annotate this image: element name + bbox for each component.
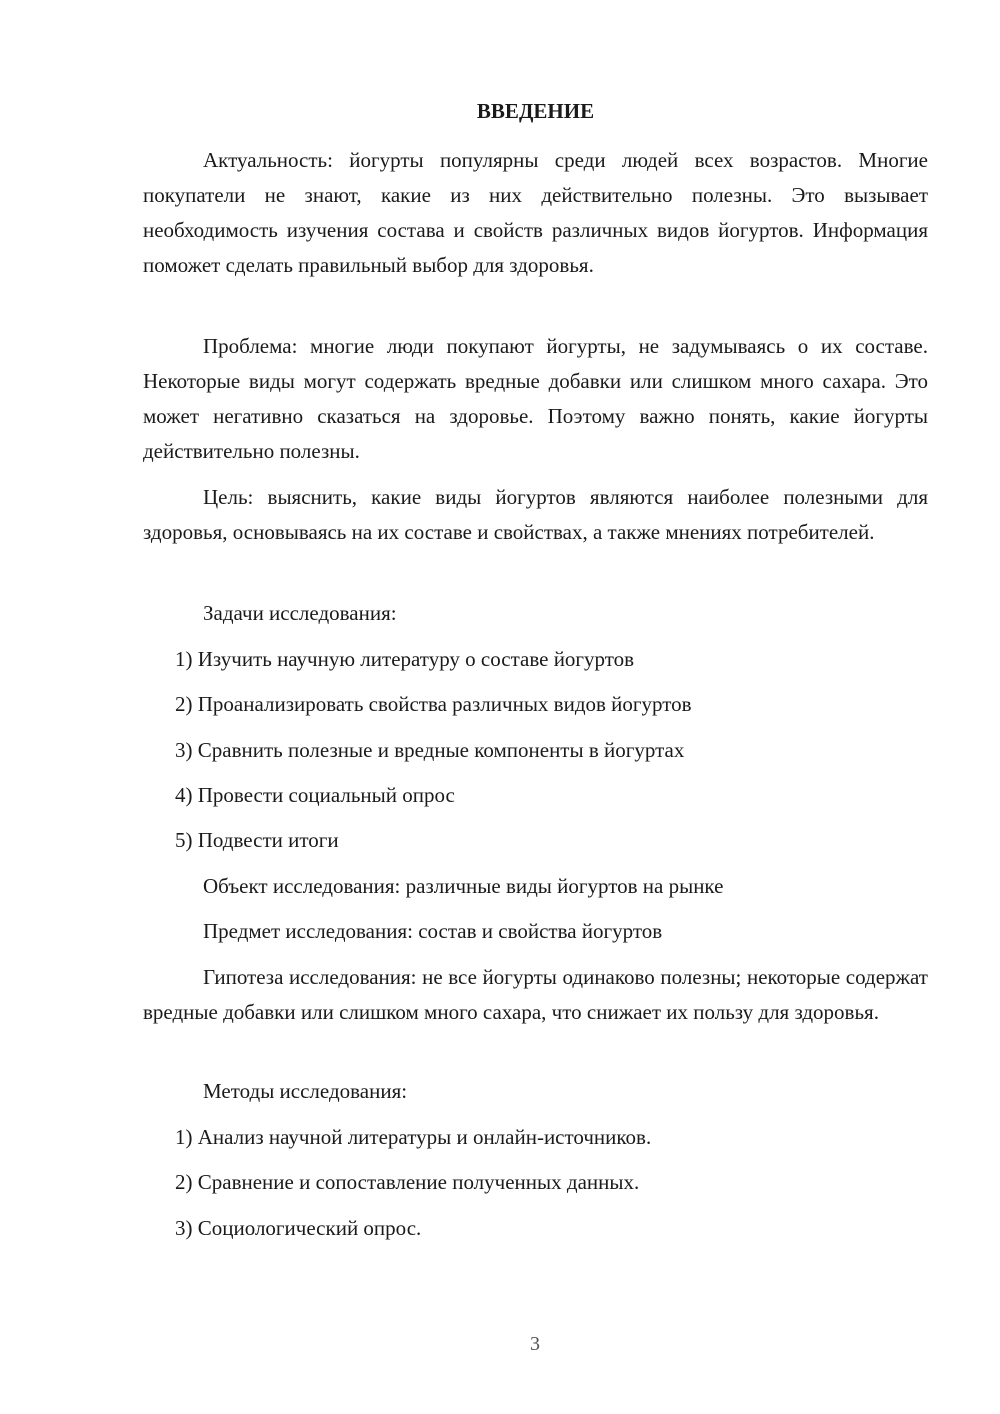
page-title: ВВЕДЕНИЕ xyxy=(476,99,595,123)
goal-paragraph: Цель: выяснить, какие виды йогуртов являются наиболее полезными для здоровья, основываясь на их составе и свойствах, а также мнениях потребителей. xyxy=(143,485,928,544)
tasks-heading: Задачи исследования: xyxy=(203,601,397,625)
task-item: 1) Изучить научную литературу о составе йогуртов xyxy=(175,647,635,671)
method-item: 3) Социологический опрос. xyxy=(175,1216,422,1240)
page-number: 3 xyxy=(530,1333,540,1355)
methods-heading: Методы исследования: xyxy=(203,1079,408,1103)
subject-line: Предмет исследования: состав и свойства йогуртов xyxy=(203,919,663,943)
hypothesis-paragraph: Гипотеза исследования: не все йогурты одинаково полезны; некоторые содержат вредные добавки или слишком много сахара, что снижает их пользу для здоровья. xyxy=(143,965,928,1024)
task-item: 2) Проанализировать свойства различных видов йогуртов xyxy=(175,692,692,716)
method-item: 2) Сравнение и сопоставление полученных данных. xyxy=(175,1170,640,1194)
task-item: 3) Сравнить полезные и вредные компоненты в йогуртах xyxy=(175,738,685,762)
problem-paragraph: Проблема: многие люди покупают йогурты, не задумываясь о их составе. Некоторые виды могут содержать вредные добавки или слишком много сахара. Это может негативно сказаться на здоровье. Поэтому важно понять, какие йогурты действительно полезны. xyxy=(143,334,928,463)
task-item: 5) Подвести итоги xyxy=(175,828,339,852)
relevance-paragraph: Актуальность: йогурты популярны среди людей всех возрастов. Многие покупатели не знают, какие из них действительно полезны. Это вызывает необходимость изучения состава и свойств различных видов йогуртов. Информация поможет сделать правильный выбор для здоровья. xyxy=(143,148,928,277)
method-item: 1) Анализ научной литературы и онлайн-источников. xyxy=(175,1125,652,1149)
task-item: 4) Провести социальный опрос xyxy=(175,783,455,807)
object-line: Объект исследования: различные виды йогуртов на рынке xyxy=(203,874,724,898)
